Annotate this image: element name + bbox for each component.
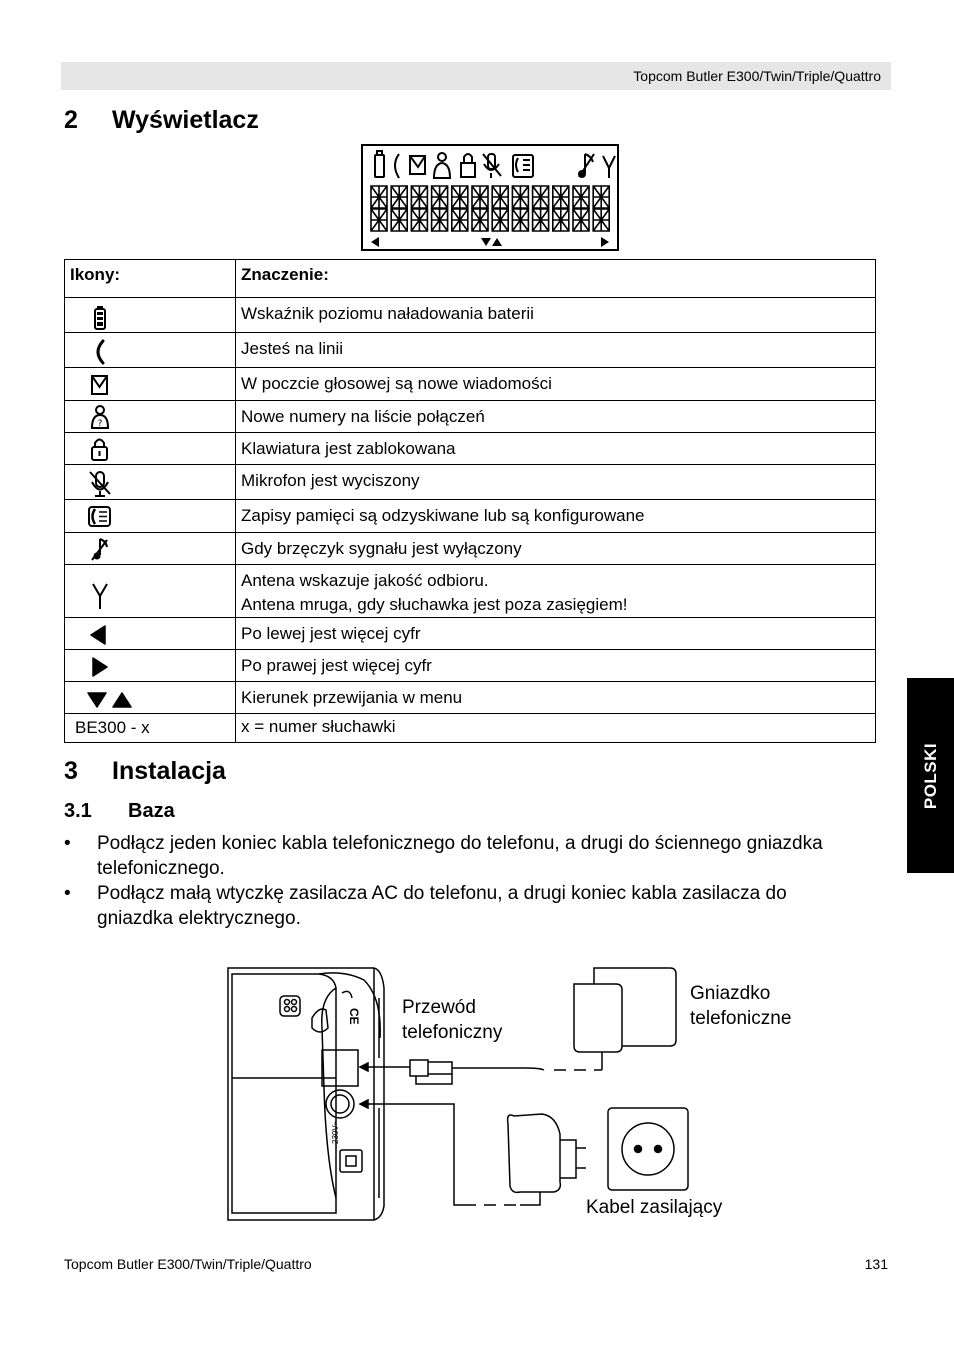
table-header-meaning: Znaczenie:: [236, 260, 876, 298]
lcd-segment-cell: [553, 186, 569, 208]
section-3-1-heading: [64, 800, 175, 823]
row-meaning: Mikrofon jest wyciszony: [236, 465, 876, 500]
handset-icon: [89, 339, 111, 365]
row-meaning: Jesteś na linii: [236, 333, 876, 368]
row-meaning-line-2: Antena mruga, gdy słuchawka jest poza zasięgiem!: [241, 595, 628, 614]
svg-text:?: ?: [97, 419, 103, 429]
table-row: [65, 433, 876, 465]
lcd-segment-cell: [573, 209, 589, 231]
row-meaning: Antena wskazuje jakość odbioru.: [241, 571, 489, 590]
lcd-segment-cell: [573, 186, 589, 208]
section-title: Wyświetlacz: [112, 106, 259, 134]
base-unit-illustration: [228, 968, 384, 1220]
lcd-segment-cell: [492, 209, 508, 231]
footer-title: Topcom Butler E300/Twin/Triple/Quattro: [64, 1256, 312, 1272]
row-meaning: x = numer słuchawki: [236, 714, 876, 743]
table-row: [65, 565, 876, 618]
lcd-arrow-left-icon: [371, 237, 379, 247]
table-row: [65, 401, 876, 433]
table-row: [65, 618, 876, 650]
connection-diagram: [224, 958, 804, 1228]
lcd-segment-cell: [512, 186, 528, 208]
lcd-arrow-right-icon: [601, 237, 609, 247]
row-meaning: Gdy brzęczyk sygnału jest wyłączony: [236, 533, 876, 565]
lcd-segment-cell: [452, 209, 468, 231]
section-title: Instalacja: [112, 757, 226, 785]
bullet-symbol: •: [64, 883, 71, 904]
lcd-character-row-2: [371, 209, 609, 231]
lcd-segment-cell: [553, 209, 569, 231]
lcd-segment-cell: [533, 186, 549, 208]
language-side-tab: [907, 678, 954, 873]
table-row: [65, 298, 876, 333]
ringer-off-icon: [89, 536, 111, 562]
power-cable-label: Kabel zasilający: [586, 1197, 723, 1218]
table-row: [65, 465, 876, 500]
lcd-arrow-down-icon: [481, 238, 491, 246]
lcd-segment-cell: [492, 186, 508, 208]
table-row: [65, 333, 876, 368]
section-number: 2: [64, 106, 78, 134]
phone-socket-label-line-2: telefoniczne: [690, 1008, 792, 1029]
row-meaning: W poczcie głosowej są nowe wiadomości: [236, 368, 876, 401]
subsection-title: Baza: [128, 800, 175, 822]
phone-cable-label-line-1: Przewód: [402, 997, 476, 1018]
lcd-segment-cell: [533, 209, 549, 231]
phone-cable-label-line-2: telefoniczny: [402, 1022, 503, 1043]
section-number: 3: [64, 757, 78, 785]
section-2-heading: [64, 106, 259, 135]
table-header-row: [65, 260, 876, 298]
lcd-segment-cell: [452, 186, 468, 208]
bullet-text-line-2: telefonicznego.: [97, 858, 225, 879]
lock-icon: [89, 436, 111, 462]
lcd-segment-cell: [593, 186, 609, 208]
lcd-display-illustration: [361, 144, 619, 251]
row-meaning: Po lewej jest więcej cyfr: [236, 618, 876, 650]
lcd-segment-cell: [512, 209, 528, 231]
lcd-segment-cell: [371, 186, 387, 208]
table-row: [65, 368, 876, 401]
lcd-segment-cell: [472, 209, 488, 231]
lcd-segment-cell: [411, 209, 427, 231]
antenna-icon: [89, 581, 111, 611]
language-label: POLSKI: [920, 742, 940, 809]
lcd-segment-cell: [391, 186, 407, 208]
bullet-text-line-1: Podłącz małą wtyczkę zasilacza AC do telefonu, a drugi koniec kabla zasilacza do: [97, 883, 787, 904]
caller-list-icon: [89, 404, 111, 430]
power-rating-label: 230V~: [331, 1120, 340, 1144]
lcd-segment-cell: [432, 209, 448, 231]
phone-socket-label-line-1: Gniazdko: [690, 983, 771, 1004]
lcd-character-row-1: [371, 186, 609, 208]
table-row: [65, 682, 876, 714]
page-number: 131: [864, 1256, 888, 1272]
lcd-segment-cell: [391, 209, 407, 231]
subsection-number: 3.1: [64, 800, 92, 822]
header-title: Topcom Butler E300/Twin/Triple/Quattro: [633, 68, 881, 84]
bullet-text-line-1: Podłącz jeden koniec kabla telefonicznego do telefonu, a drugi do ściennego gniazdka: [97, 833, 823, 854]
power-adapter-illustration: [360, 1104, 586, 1205]
table-header-icons: Ikony:: [65, 260, 236, 298]
lcd-segment-cell: [593, 209, 609, 231]
phone-wall-socket-illustration: [574, 968, 676, 1052]
table-row: [65, 500, 876, 533]
arrows-up-down-icon: [85, 688, 133, 710]
row-meaning: Zapisy pamięci są odzyskiwane lub są konfigurowane: [236, 500, 876, 533]
handset-number-label: BE300 - x: [65, 714, 236, 743]
row-meaning: Klawiatura jest zablokowana: [236, 433, 876, 465]
row-meaning: Wskaźnik poziomu naładowania baterii: [236, 298, 876, 333]
bullet-text-line-2: gniazdka elektrycznego.: [97, 908, 301, 929]
icons-table: [64, 259, 876, 743]
table-row: [65, 650, 876, 682]
arrow-left-icon: [89, 624, 111, 646]
table-row: [65, 714, 876, 743]
arrow-right-icon: [89, 656, 111, 678]
bullet-symbol: •: [64, 833, 71, 854]
header-bar: [61, 62, 891, 90]
row-meaning: Po prawej jest więcej cyfr: [236, 650, 876, 682]
mic-muted-icon: [87, 470, 113, 498]
lcd-arrow-up-icon: [492, 238, 502, 246]
lcd-segment-cell: [371, 209, 387, 231]
voicemail-icon: [89, 373, 111, 397]
table-row: [65, 533, 876, 565]
battery-icon: [89, 305, 111, 331]
section-3-heading: [64, 757, 226, 786]
phonebook-icon: [87, 505, 113, 529]
lcd-segment-cell: [411, 186, 427, 208]
lcd-segment-cell: [432, 186, 448, 208]
row-meaning: Nowe numery na liście połączeń: [236, 401, 876, 433]
ce-mark: CE: [347, 1008, 361, 1025]
electric-wall-socket-illustration: [608, 1108, 688, 1190]
lcd-segment-cell: [472, 186, 488, 208]
phone-cable-plug-illustration: [360, 1050, 602, 1084]
lcd-icons: [363, 146, 617, 249]
row-meaning: Kierunek przewijania w menu: [236, 682, 876, 714]
